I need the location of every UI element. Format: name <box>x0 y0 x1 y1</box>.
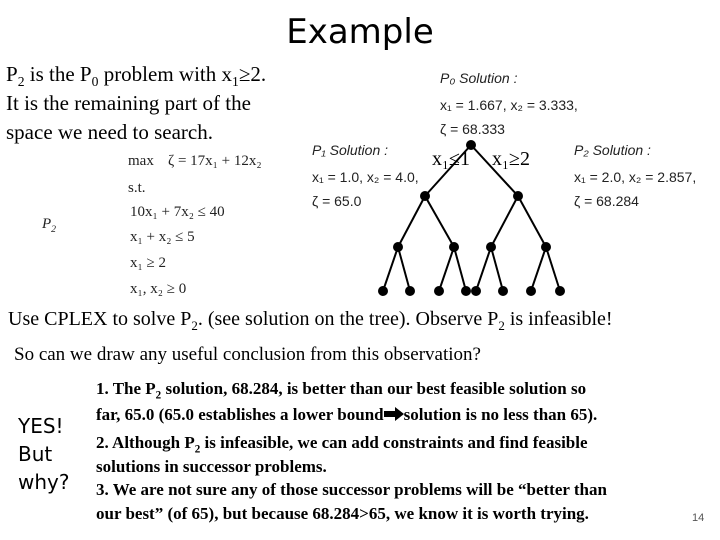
tree-node-leaf <box>405 286 415 296</box>
tree-node-p2 <box>513 191 523 201</box>
point-2-line-2: solutions in successor problems. <box>96 457 327 476</box>
arrow-right-icon <box>384 407 404 421</box>
p2-solution-zeta: ζ = 68.284 <box>574 193 639 209</box>
p2-solution-values: x₁ = 2.0, x₂ = 2.857, <box>574 169 697 185</box>
branch-label-right: x₁≥2 <box>492 148 530 170</box>
model-constraint-2: x₁ + x₂ ≤ 5 <box>130 229 195 245</box>
intro-line-2: It is the remaining part of the <box>6 91 251 115</box>
branch-label-left: x₁≤1 <box>432 148 470 170</box>
tree-node-leaf <box>434 286 444 296</box>
tree-node <box>541 242 551 252</box>
tree-node <box>449 242 459 252</box>
point-1-line-1: 1. The $P_2$ solution, 68.284, is better than our best feasible solution so <box>96 379 587 402</box>
slide-title: Example <box>286 12 434 52</box>
model-label: $P_2$ <box>42 216 57 235</box>
tree-node-leaf <box>471 286 481 296</box>
page-number: 14 <box>692 512 705 524</box>
tree-node-leaf <box>555 286 565 296</box>
tree-edges <box>383 145 560 291</box>
p0-solution-values: x₁ = 1.667, x₂ = 3.333, <box>440 97 578 113</box>
question-line: So can we draw any useful conclusion from this observation? <box>14 344 481 365</box>
p1-solution-values: x₁ = 1.0, x₂ = 4.0, <box>312 169 419 185</box>
intro-line-3: space we need to search. <box>6 120 213 144</box>
tree-node-p1 <box>420 191 430 201</box>
intro-line-1: $P_2$ is the $P_0$ problem with $x_1\ge 2$. <box>6 62 267 90</box>
p0-solution-head: P₀ Solution : <box>440 70 518 86</box>
tree-node-leaf <box>498 286 508 296</box>
point-2-line-1: 2. Although $P_2$ is infeasible, we can add constraints and find feasible <box>96 433 588 456</box>
yes-label: YES! <box>18 414 64 438</box>
model-constraint-1: 10x₁ + 7x₂ ≤ 40 <box>130 204 225 220</box>
p2-solution-head: P₂ Solution : <box>574 142 651 158</box>
tree-node-leaf <box>526 286 536 296</box>
point-3-line-1: 3. We are not sure any of those successor problems will be “better than <box>96 480 607 499</box>
cplex-line: Use CPLEX to solve $P_2$. (see solution on the tree). Observe $P_2$ is infeasible! <box>8 308 613 333</box>
point-1-line-2: far, 65.0 (65.0 establishes a lower bound solution is no less than 65). <box>96 405 598 424</box>
tree-node-leaf <box>461 286 471 296</box>
model-max: max <box>128 153 154 169</box>
model-st: s.t. <box>128 180 146 196</box>
model-objective: ζ = 17x₁ + 12x₂ <box>168 153 262 169</box>
tree-node <box>393 242 403 252</box>
p1-solution-head: P₁ Solution : <box>312 142 389 158</box>
model-constraint-3: x₁ ≥ 2 <box>130 255 166 271</box>
p0-solution-zeta: ζ = 68.333 <box>440 121 505 137</box>
model-constraint-4: x₁, x₂ ≥ 0 <box>130 281 187 297</box>
but-label: But <box>18 442 53 466</box>
tree-node <box>486 242 496 252</box>
why-label: why? <box>18 470 70 494</box>
point-3-line-2: our best” (of 65), but because 68.284>65, we know it is worth trying. <box>96 504 589 523</box>
p1-solution-zeta: ζ = 65.0 <box>312 193 362 209</box>
tree-node-root <box>466 140 476 150</box>
tree-node-leaf <box>378 286 388 296</box>
